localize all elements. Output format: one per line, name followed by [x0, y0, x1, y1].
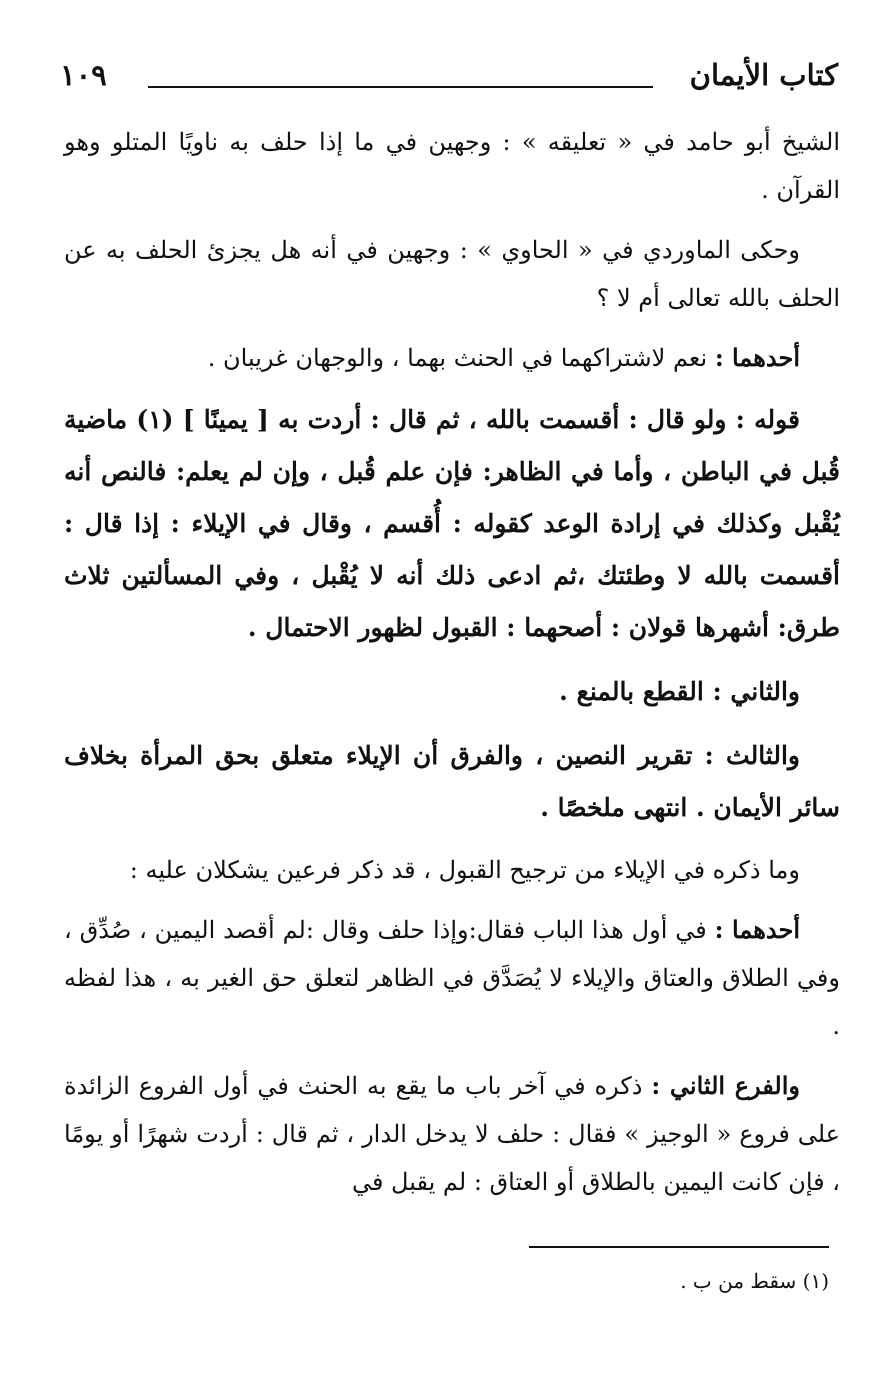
paragraph-9	[64, 1062, 840, 1206]
header-rule	[148, 86, 653, 88]
paragraph-4	[64, 394, 840, 654]
running-header	[60, 58, 838, 102]
paragraph-text: في أول هذا الباب فقال:وإذا حلف وقال :لم أقصد اليمين ، صُدِّق ، وفي الطلاق والعتاق والإيلاء لا يُصَدَّق في الظاهر لتعلق حق الغير به ، هذا لفظه .	[64, 916, 840, 1040]
paragraph-text: نعم لاشتراكهما في الحنث بهما ، والوجهان غريبان .	[207, 344, 715, 372]
paragraph-6	[64, 730, 840, 834]
footnote: (١) سقط من ب .	[680, 1269, 829, 1293]
paragraph-1	[64, 118, 840, 214]
paragraph-lead: والفرع الثاني :	[651, 1071, 801, 1100]
paragraph-text: والثالث : تقرير النصين ، والفرق أن الإيلاء متعلق بحق المرأة بخلاف سائر الأيمان . انتهى ملخصًا .	[64, 741, 840, 822]
paragraph-text: وحكى الماوردي في « الحاوي » : وجهين في أنه هل يجزئ الحلف به عن الحلف بالله تعالى أم لا ؟	[64, 236, 840, 312]
paragraph-5	[64, 666, 840, 718]
paragraph-8	[64, 906, 840, 1050]
paragraph-text: وما ذكره في الإيلاء من ترجيح القبول ، قد ذكر فرعين يشكلان عليه :	[129, 856, 800, 884]
chapter-title: كتاب الأيمان	[689, 58, 838, 92]
paragraph-text: والثاني : القطع بالمنع .	[559, 677, 800, 706]
paragraph-3	[64, 334, 840, 382]
paragraph-lead: أحدهما :	[714, 915, 800, 944]
paragraph-text: قوله : ولو قال : أقسمت بالله ، ثم قال : أردت به [ يمينًا ] (١) ماضية قُبل في الباطن ، وأما في الظاهر: فإن علم قُبل ، وإن لم يعلم: فالنص أنه يُقْبل وكذلك في إرادة الوعد كقوله : أُقسم ، وقال في الإيلاء : إذا قال : أقسمت بالله لا وطئتك ،ثم ادعى ذلك أنه لا يُقْبل ، وفي المسألتين ثلاث طرق: أشهرها قولان : أصحهما : القبول لظهور الاحتمال .	[64, 405, 840, 642]
page-body	[64, 118, 840, 1218]
paragraph-text: الشيخ أبو حامد في « تعليقه » : وجهين في ما إذا حلف به ناويًا المتلو وهو القرآن .	[64, 128, 840, 204]
paragraph-7	[64, 846, 840, 894]
paragraph-lead: أحدهما :	[714, 343, 800, 372]
page-number: ١٠٩	[60, 58, 107, 92]
footnote-rule	[529, 1246, 829, 1248]
paragraph-text: ذكره في آخر باب ما يقع به الحنث في أول الفروع الزائدة على فروع « الوجيز » فقال : حلف لا يدخل الدار ، ثم قال : أردت شهرًا أو يومًا ، فإن كانت اليمين بالطلاق أو العتاق : لم يقبل في	[64, 1072, 840, 1196]
paragraph-2	[64, 226, 840, 322]
